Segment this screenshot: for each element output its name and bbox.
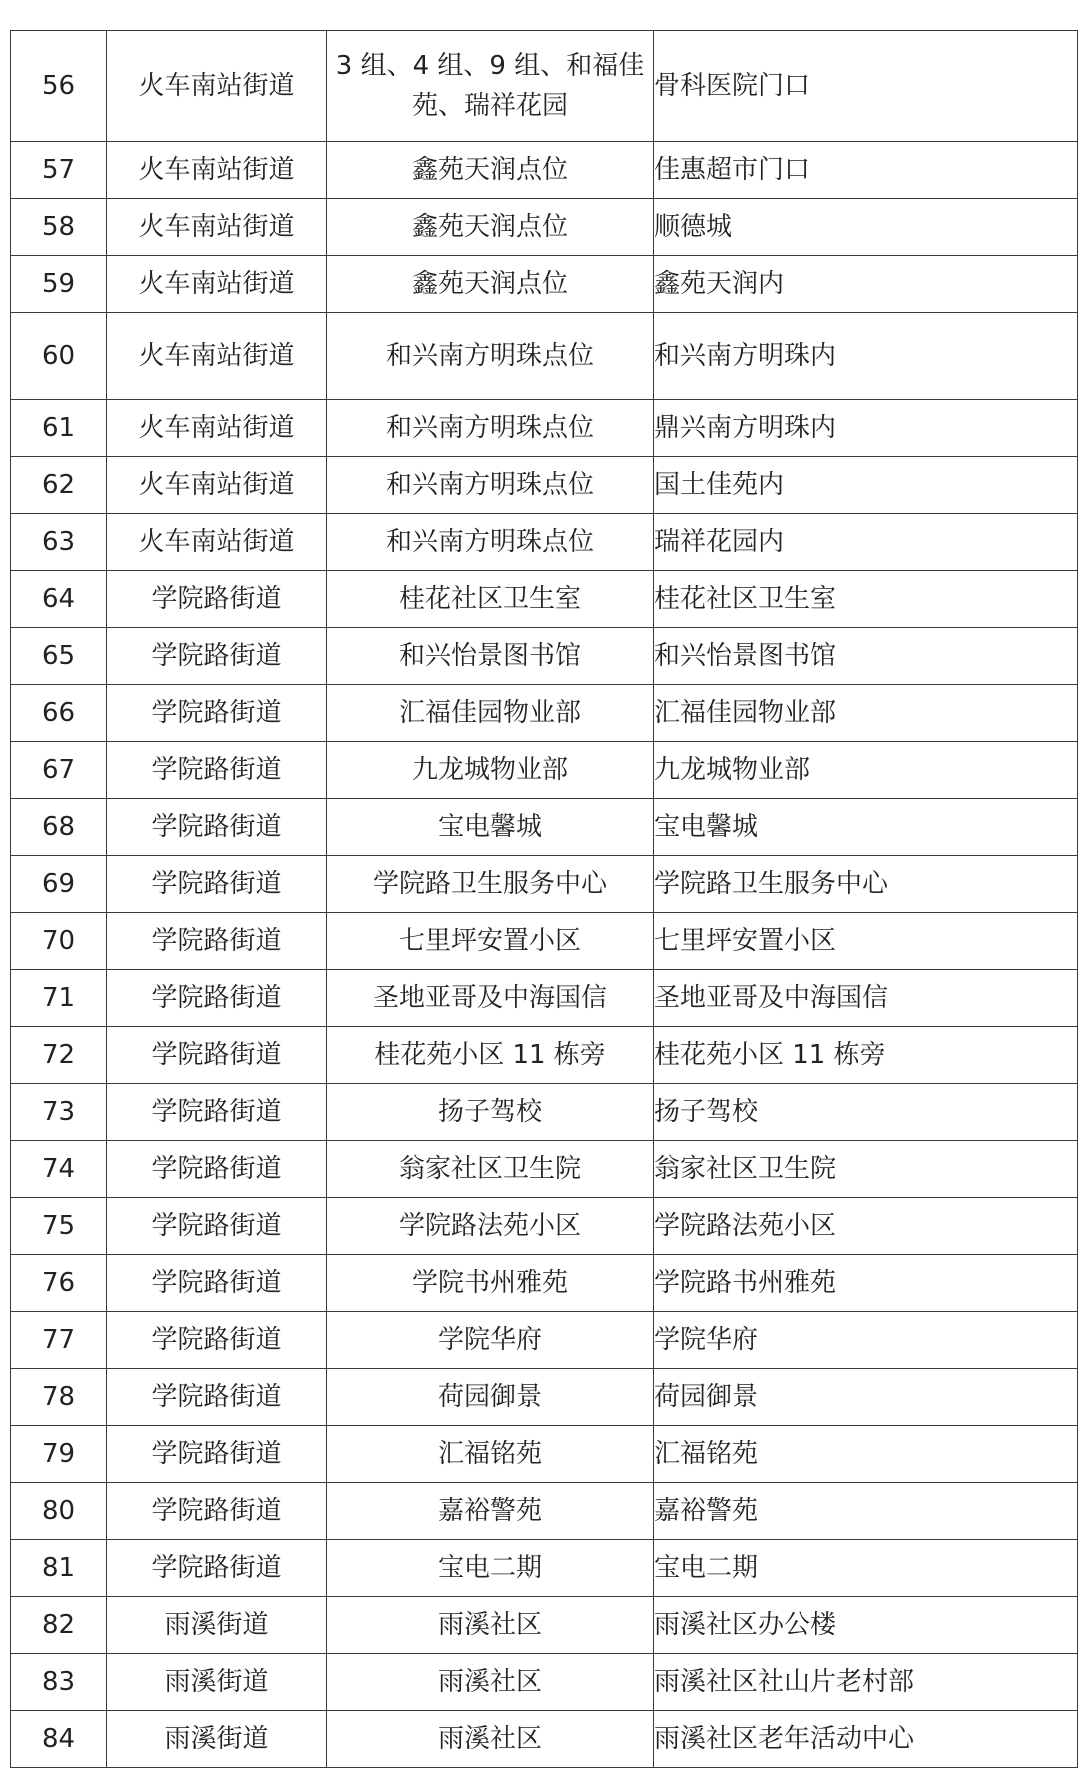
cell-street: 火车南站街道 <box>107 400 327 457</box>
cell-site: 宝电馨城 <box>327 799 654 856</box>
cell-location: 和兴怡景图书馆 <box>654 628 1078 685</box>
cell-street: 火车南站街道 <box>107 31 327 142</box>
table-row <box>11 1141 1078 1198</box>
cell-site: 鑫苑天润点位 <box>327 199 654 256</box>
cell-site: 鑫苑天润点位 <box>327 142 654 199</box>
cell-number: 75 <box>11 1198 107 1255</box>
table-row <box>11 1369 1078 1426</box>
cell-location: 和兴南方明珠内 <box>654 313 1078 400</box>
cell-street: 学院路街道 <box>107 685 327 742</box>
cell-location: 雨溪社区社山片老村部 <box>654 1654 1078 1711</box>
cell-number: 77 <box>11 1312 107 1369</box>
cell-number: 69 <box>11 856 107 913</box>
cell-number: 76 <box>11 1255 107 1312</box>
cell-location: 雨溪社区办公楼 <box>654 1597 1078 1654</box>
cell-site: 3 组、4 组、9 组、和福佳苑、瑞祥花园 <box>327 31 654 142</box>
table-row <box>11 514 1078 571</box>
cell-street: 雨溪街道 <box>107 1597 327 1654</box>
cell-number: 72 <box>11 1027 107 1084</box>
table-row <box>11 1711 1078 1768</box>
cell-location: 荷园御景 <box>654 1369 1078 1426</box>
cell-site: 和兴南方明珠点位 <box>327 313 654 400</box>
cell-site: 翁家社区卫生院 <box>327 1141 654 1198</box>
table-row <box>11 256 1078 313</box>
cell-street: 学院路街道 <box>107 1084 327 1141</box>
cell-site: 七里坪安置小区 <box>327 913 654 970</box>
cell-location: 翁家社区卫生院 <box>654 1141 1078 1198</box>
cell-number: 84 <box>11 1711 107 1768</box>
cell-street: 雨溪街道 <box>107 1711 327 1768</box>
cell-street: 学院路街道 <box>107 1483 327 1540</box>
cell-number: 70 <box>11 913 107 970</box>
table-body <box>11 31 1078 1768</box>
cell-number: 61 <box>11 400 107 457</box>
table-row <box>11 1426 1078 1483</box>
cell-number: 68 <box>11 799 107 856</box>
cell-street: 火车南站街道 <box>107 142 327 199</box>
cell-location: 学院华府 <box>654 1312 1078 1369</box>
cell-location: 圣地亚哥及中海国信 <box>654 970 1078 1027</box>
cell-location: 宝电馨城 <box>654 799 1078 856</box>
cell-number: 66 <box>11 685 107 742</box>
cell-number: 63 <box>11 514 107 571</box>
table-row <box>11 1597 1078 1654</box>
cell-number: 71 <box>11 970 107 1027</box>
table-row <box>11 799 1078 856</box>
cell-number: 73 <box>11 1084 107 1141</box>
cell-site: 雨溪社区 <box>327 1597 654 1654</box>
table-row <box>11 31 1078 142</box>
cell-location: 桂花苑小区 11 栋旁 <box>654 1027 1078 1084</box>
cell-site: 学院华府 <box>327 1312 654 1369</box>
cell-street: 学院路街道 <box>107 1426 327 1483</box>
cell-number: 67 <box>11 742 107 799</box>
table-row <box>11 1255 1078 1312</box>
cell-street: 学院路街道 <box>107 856 327 913</box>
cell-number: 62 <box>11 457 107 514</box>
cell-location: 桂花社区卫生室 <box>654 571 1078 628</box>
cell-site: 荷园御景 <box>327 1369 654 1426</box>
table-row <box>11 628 1078 685</box>
table-row <box>11 1084 1078 1141</box>
site-table <box>10 30 1078 1768</box>
table-row <box>11 856 1078 913</box>
cell-street: 火车南站街道 <box>107 457 327 514</box>
cell-number: 81 <box>11 1540 107 1597</box>
cell-site: 雨溪社区 <box>327 1654 654 1711</box>
table-row <box>11 400 1078 457</box>
cell-site: 雨溪社区 <box>327 1711 654 1768</box>
cell-street: 学院路街道 <box>107 1198 327 1255</box>
cell-site: 汇福铭苑 <box>327 1426 654 1483</box>
cell-site: 和兴怡景图书馆 <box>327 628 654 685</box>
cell-number: 80 <box>11 1483 107 1540</box>
table-row <box>11 970 1078 1027</box>
table-row <box>11 313 1078 400</box>
cell-site: 学院路卫生服务中心 <box>327 856 654 913</box>
cell-location: 九龙城物业部 <box>654 742 1078 799</box>
cell-number: 58 <box>11 199 107 256</box>
cell-site: 鑫苑天润点位 <box>327 256 654 313</box>
cell-site: 九龙城物业部 <box>327 742 654 799</box>
cell-site: 和兴南方明珠点位 <box>327 514 654 571</box>
cell-number: 60 <box>11 313 107 400</box>
cell-site: 嘉裕警苑 <box>327 1483 654 1540</box>
cell-site: 汇福佳园物业部 <box>327 685 654 742</box>
cell-street: 学院路街道 <box>107 742 327 799</box>
cell-number: 78 <box>11 1369 107 1426</box>
cell-street: 学院路街道 <box>107 799 327 856</box>
cell-number: 82 <box>11 1597 107 1654</box>
table-row <box>11 913 1078 970</box>
cell-location: 国土佳苑内 <box>654 457 1078 514</box>
cell-site: 宝电二期 <box>327 1540 654 1597</box>
cell-street: 火车南站街道 <box>107 199 327 256</box>
cell-site: 桂花社区卫生室 <box>327 571 654 628</box>
table-row <box>11 1312 1078 1369</box>
cell-location: 鼎兴南方明珠内 <box>654 400 1078 457</box>
cell-number: 64 <box>11 571 107 628</box>
cell-number: 59 <box>11 256 107 313</box>
cell-number: 79 <box>11 1426 107 1483</box>
cell-location: 七里坪安置小区 <box>654 913 1078 970</box>
cell-site: 桂花苑小区 11 栋旁 <box>327 1027 654 1084</box>
cell-site: 圣地亚哥及中海国信 <box>327 970 654 1027</box>
cell-site: 学院路法苑小区 <box>327 1198 654 1255</box>
cell-street: 学院路街道 <box>107 571 327 628</box>
cell-number: 83 <box>11 1654 107 1711</box>
cell-location: 扬子驾校 <box>654 1084 1078 1141</box>
cell-street: 火车南站街道 <box>107 256 327 313</box>
cell-street: 学院路街道 <box>107 970 327 1027</box>
cell-location: 雨溪社区老年活动中心 <box>654 1711 1078 1768</box>
cell-street: 学院路街道 <box>107 628 327 685</box>
cell-location: 宝电二期 <box>654 1540 1078 1597</box>
cell-street: 学院路街道 <box>107 1141 327 1198</box>
table-row <box>11 1483 1078 1540</box>
cell-street: 火车南站街道 <box>107 514 327 571</box>
table-row <box>11 457 1078 514</box>
cell-location: 汇福铭苑 <box>654 1426 1078 1483</box>
cell-street: 学院路街道 <box>107 1255 327 1312</box>
cell-location: 鑫苑天润内 <box>654 256 1078 313</box>
cell-number: 57 <box>11 142 107 199</box>
cell-location: 顺德城 <box>654 199 1078 256</box>
cell-number: 56 <box>11 31 107 142</box>
table-row <box>11 199 1078 256</box>
cell-street: 火车南站街道 <box>107 313 327 400</box>
cell-site: 和兴南方明珠点位 <box>327 457 654 514</box>
cell-street: 学院路街道 <box>107 1312 327 1369</box>
cell-site: 扬子驾校 <box>327 1084 654 1141</box>
cell-location: 骨科医院门口 <box>654 31 1078 142</box>
cell-street: 学院路街道 <box>107 1027 327 1084</box>
cell-street: 学院路街道 <box>107 1369 327 1426</box>
cell-location: 嘉裕警苑 <box>654 1483 1078 1540</box>
cell-location: 佳惠超市门口 <box>654 142 1078 199</box>
table-row <box>11 1027 1078 1084</box>
cell-location: 学院路卫生服务中心 <box>654 856 1078 913</box>
cell-site: 学院书州雅苑 <box>327 1255 654 1312</box>
table-row <box>11 685 1078 742</box>
table-row <box>11 742 1078 799</box>
table-row <box>11 142 1078 199</box>
cell-location: 瑞祥花园内 <box>654 514 1078 571</box>
cell-location: 学院路法苑小区 <box>654 1198 1078 1255</box>
table-row <box>11 1540 1078 1597</box>
table-row <box>11 1654 1078 1711</box>
cell-location: 汇福佳园物业部 <box>654 685 1078 742</box>
cell-street: 学院路街道 <box>107 1540 327 1597</box>
cell-number: 74 <box>11 1141 107 1198</box>
table-row <box>11 1198 1078 1255</box>
cell-location: 学院路书州雅苑 <box>654 1255 1078 1312</box>
cell-street: 学院路街道 <box>107 913 327 970</box>
cell-street: 雨溪街道 <box>107 1654 327 1711</box>
cell-number: 65 <box>11 628 107 685</box>
cell-site: 和兴南方明珠点位 <box>327 400 654 457</box>
table-row <box>11 571 1078 628</box>
